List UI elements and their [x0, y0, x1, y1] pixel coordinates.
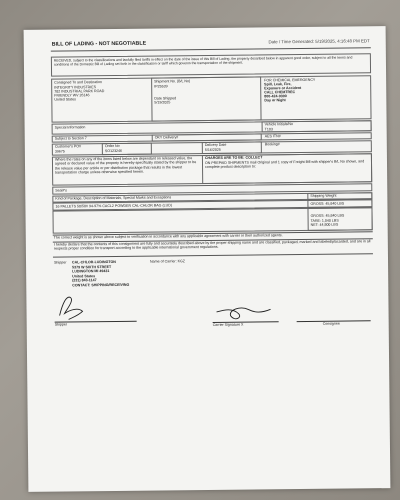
item-description: 16 PALLETS 50/50# 94-97% CACL2 POWDER CAL-CHLOR BAG (LUD) [55, 203, 173, 209]
consignee-signature-label: Consignee [322, 321, 340, 326]
shipper-declaration: I hereby declare that the contents of this consignment are fully and accurately described above by the proper shipping name and are classified, packaged, marked and labeled/placarded, and are in all respects proper condition for transport according to the applicable international government regulations. [53, 239, 371, 251]
weight-certification: The correct weight is as shown above subject to verification in accordance with any applicable agreement with carrier or their authorized agents. [53, 233, 283, 240]
emergency-line-4: CALL CHEMTREC [264, 90, 296, 95]
shipper-address-1: 5379 W SIXTH STREET [72, 264, 112, 269]
vehicle-label: Vehicle Initials/No [264, 122, 293, 127]
shipper-phone: (231) 843-1147 [72, 278, 97, 283]
vehicle-number: T103 [264, 126, 273, 131]
consignee-label: Consigned To and Destination [54, 80, 103, 85]
shipper-name: CAL-CHLOR-LUDINGTON [72, 259, 116, 265]
charges-note: ON PREPAID SHIPMENTS mail Original and 1 copy of Freight Bill with shipper's B/L No shown, and complete product description to: [204, 158, 365, 169]
section7-label: Subject to Section 7 [54, 136, 87, 141]
item-weight: GROSS: 45,840 LBS [310, 201, 345, 206]
customer-po-label: Customer's PO# [54, 144, 82, 149]
emergency-phone: 800-424-9300 [264, 94, 287, 99]
shipping-weight-label: Shipping Weight [310, 193, 337, 198]
charges-heading: CHARGES ARE TO BE: COLLECT [204, 155, 263, 161]
delivery-date: 5/16/2025 [204, 147, 221, 152]
delivery-date-label: Delivery Date [204, 142, 227, 148]
document-title: BILL OF LADING - NOT NEGOTIABLE [51, 40, 147, 48]
shipment-number: IP25539 [154, 84, 168, 89]
kind-of-package-label: Kind of Package, Description of Materials, Special Marks and Exceptions [55, 195, 172, 201]
emergency-line-6: Day or Night [264, 98, 286, 103]
emergency-line-2: Spill, Leak, Fire, [264, 82, 292, 87]
seals-label: Seal#'s [55, 188, 67, 193]
total-gross: GROSS: 45,840 LBS [310, 213, 345, 218]
order-no: SO123246 [104, 148, 123, 153]
total-net: NET: 44,800 LBS [310, 222, 339, 227]
intro-text: RECEIVED, subject to the classifications and lawfully filed tariffs in effect on the date of the issue of this Bill of Lading, the property described below in apparent good order, subject to all the terms and conditions of the Domestic Bill of Lading set forth in the classification or tariff which governs the transportation of the shipment. [53, 55, 353, 67]
shipper-country: United States [72, 273, 96, 278]
consignee-address-2: FRIENDLY WV 26146 [54, 93, 90, 98]
carrier-name: Name of Carrier: KGZ [150, 259, 185, 264]
intro-box [51, 53, 371, 76]
rate-note: Where the rates on any of the items listed below are dependant on released value, the agreed or declared value of the property is hereby specifically stated by the shipper to be the release value per article or per distribution package that results in the lowest transportation charge unless otherwise specified herein. [54, 156, 197, 175]
customer-po: 39675 [54, 148, 65, 154]
declaration-rule [53, 253, 373, 257]
order-no-label: Order No [104, 143, 120, 149]
emergency-line-3: Exposure or Accident [264, 86, 302, 91]
date-shipped: 5/19/2025 [154, 100, 171, 105]
shipper-label: Shipper [54, 260, 67, 265]
generated-datetime: Date / Time Generated: 5/19/2025, 4:16:48 PM EDT [268, 38, 370, 45]
emergency-line-1: FOR CHEMICAL EMERGENCY [264, 77, 316, 83]
booking-label: Booking# [264, 142, 280, 147]
shipment-label: Shipment No. (B/L No) [154, 79, 191, 84]
consignee-name: INTEGRITY INDUSTRIES [54, 85, 97, 90]
document-header [52, 38, 370, 47]
date-shipped-label: Date Shipped [154, 96, 177, 101]
shipper-contact: CONTACT: SHIPPING/RECEIVING [72, 282, 130, 287]
consignee-address-1: 782 INDUSTRIAL PARK ROAD [54, 89, 105, 94]
consignee-country: United States [54, 97, 76, 102]
shipper-signature-label: Shipper [54, 322, 68, 327]
carrier-signature-label: Carrier Signature X [212, 322, 244, 327]
aes-itn-label: AES ITN# [264, 134, 281, 139]
special-info-label: Special Information [54, 125, 86, 130]
header-rule [51, 47, 371, 51]
shipper-address-2: LUDINGTON MI 49431 [72, 269, 110, 274]
oky-delivery-label: OKY Delivery# [154, 135, 179, 140]
bill-of-lading-page [24, 26, 391, 492]
total-tare: TARE: 1,040 LBS [310, 218, 339, 223]
